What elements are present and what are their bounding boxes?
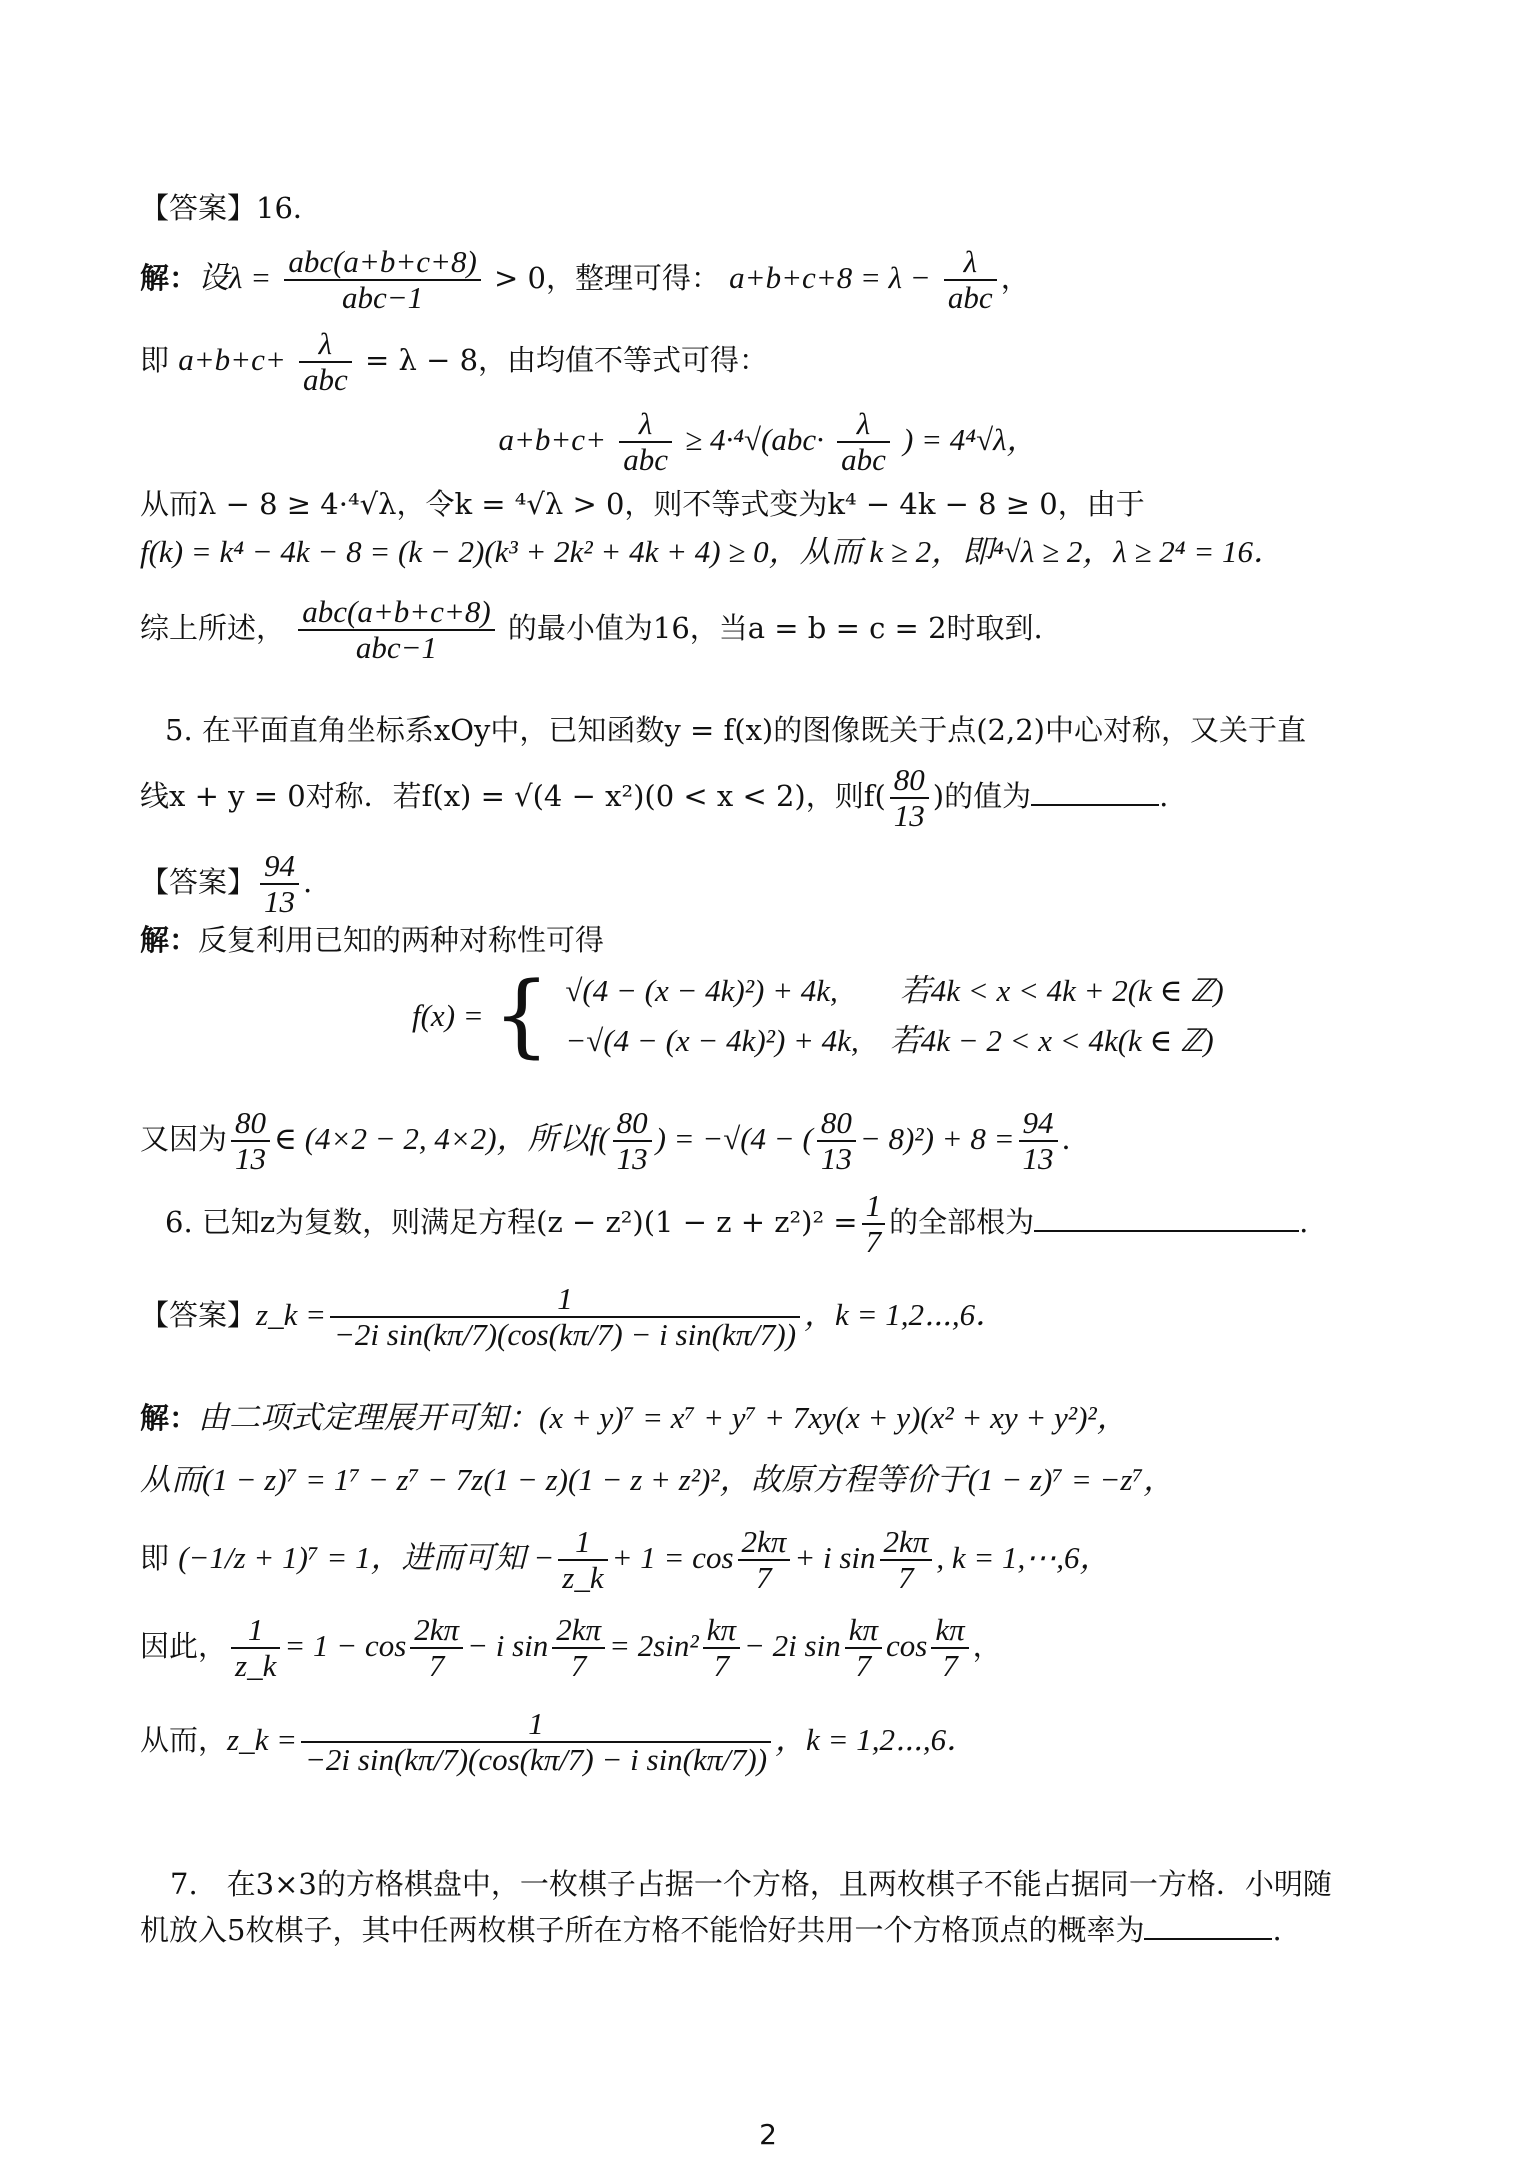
denominator: 13 [820,1141,852,1176]
fraction [410,1613,463,1683]
answer-blank [1034,1226,1299,1232]
fraction [558,1525,607,1595]
denominator: −2i sin(kπ/7)(cos(kπ/7) − i sin(kπ/7)) [334,1317,797,1352]
p4-solution-line-1 [140,238,1396,318]
numerator: 80 [817,1106,856,1142]
denominator: 7 [428,1648,445,1683]
solution-label: 解： [140,261,199,295]
eq-text: + i sin [794,1540,876,1575]
numerator: 94 [260,849,299,885]
text: 的最小值为16，当a = b = c = 2时取到. [507,611,1043,645]
numerator: kπ [845,1613,882,1649]
left-brace: { [492,963,551,1068]
fraction [231,1106,270,1176]
solution-label: 解： [140,923,199,957]
denominator: 7 [898,1560,914,1595]
numerator: 2kπ [880,1525,933,1561]
fraction [299,327,352,397]
text: 机放入5枚棋子，其中任两枚棋子所在方格不能恰好共用一个方格顶点的概率为 [140,1913,1145,1947]
denominator: 7 [756,1560,772,1595]
case-2: −√(4 − (x − 4k)²) + 4k, 若4k − 2 < x < 4k(k ∈ ℤ) [565,1023,1214,1058]
case-1: √(4 − (x − 4k)²) + 4k, 若4k < x < 4k + 2(k ∈ ℤ) [565,973,1224,1008]
p6-solution-line-4 [140,1606,1396,1686]
p7-question-line-2 [140,1910,1396,1950]
fraction [862,1189,886,1259]
answer-label: 【答案】 [140,1298,257,1332]
p5-solution-line-3 [140,1094,1396,1184]
eq-text: ，k = 1,2⋯,6． [775,1722,978,1757]
text: 从而， [140,1723,228,1757]
denominator: 13 [1022,1141,1054,1176]
fraction [880,1525,933,1595]
answer-label: 【答案】 [140,191,257,225]
numerator: 2kπ [738,1525,791,1561]
text: 即 [140,343,170,377]
eq-text: = 1 − cos [284,1628,407,1663]
fraction [552,1613,605,1683]
numerator: 80 [231,1106,270,1142]
p4-display-inequality [0,400,1536,480]
numerator: 80 [890,763,929,799]
answer-label: 【答案】 [140,865,257,899]
fraction [301,1707,771,1777]
text: 反复利用已知的两种对称性可得 [198,923,605,957]
fraction [613,1106,652,1176]
cases [565,966,1223,1066]
eq-text: z_k = [256,1297,327,1332]
denominator: 7 [713,1648,730,1683]
eq-text: 由二项式定理展开可知：(x + y)⁷ = x⁷ + y⁷ + 7xy(x + y)(x² + xy + y²)²， [198,1400,1128,1435]
page-number: 2 [759,2118,777,2151]
answer-value: 16． [256,191,322,225]
text: 又因为 [140,1122,228,1156]
text: 7. 在3×3的方格棋盘中，一枚棋子占据一个方格，且两枚棋子不能占据同一方格．小明随 [170,1867,1332,1901]
text: . [303,865,313,899]
eq-text: + 1 = cos [611,1540,734,1575]
p7-question-line-1 [170,1864,1426,1904]
fraction [330,1282,800,1352]
numerator: kπ [703,1613,740,1649]
text: 6. 已知z为复数，则满足方程(z − z²)(1 − z + z²)² = [165,1205,858,1239]
p6-solution-line-3 [140,1518,1396,1598]
fraction [890,763,929,833]
p6-solution-line-5 [140,1690,1396,1790]
numerator: kπ [931,1613,968,1649]
numerator: λ [619,407,672,443]
denominator: z_k [235,1648,277,1683]
text: ， [1000,261,1030,295]
text: . [1159,779,1169,813]
p4-solution-line-5 [140,532,1396,572]
fraction [845,1613,882,1683]
denominator: 7 [942,1648,958,1683]
denominator: 13 [893,798,925,833]
fraction [284,245,480,315]
text: ， [972,1629,1002,1663]
fraction [837,407,890,477]
eq-text: cos [886,1628,928,1663]
answer-blank [1031,800,1159,806]
solution-label: 解： [140,1401,199,1435]
denominator: abc [947,280,993,315]
denominator: 7 [570,1648,587,1683]
denominator: 7 [865,1224,882,1259]
denominator: abc [623,442,668,477]
eq-text: ∈ (4×2 − 2, 4×2)，所以f( [274,1121,609,1156]
text: 即 [140,1541,170,1575]
eq-text: ) = 4⁴√λ， [903,422,1038,457]
p5-answer-line [140,842,1396,922]
eq-text: ) = −√(4 − ( [655,1121,813,1156]
fraction [260,849,299,919]
numerator: 94 [1019,1106,1058,1142]
eq-text: (−1/z + 1)⁷ = 1，进而可知 − [178,1540,555,1575]
denominator: −2i sin(kπ/7)(cos(kπ/7) − i sin(kπ/7)) [305,1742,768,1777]
eq-text: 从而(1 − z)⁷ = 1⁷ − z⁷ − 7z(1 − z)(1 − z + z²)²，故原方程等价于(1 − z)⁷ = −z⁷， [140,1462,1175,1497]
denominator: 7 [855,1648,872,1683]
denominator: 13 [235,1141,267,1176]
p4-conclusion [140,588,1396,668]
denominator: abc−1 [355,630,438,665]
p5-piecewise [412,963,1312,1068]
p6-solution-line-1 [140,1398,1396,1438]
text: ． [1061,1122,1091,1156]
numerator: 2kπ [410,1613,463,1649]
fraction [931,1613,968,1683]
numerator: 1 [862,1189,886,1225]
p4-solution-line-2 [140,320,1396,400]
answer-blank [1144,1934,1272,1940]
eq-text: z_k = [227,1722,298,1757]
text: = λ − 8，由均值不等式可得： [364,343,769,377]
fraction [944,245,997,315]
eq-text: − 2i sin [744,1628,841,1663]
p6-question [165,1182,1421,1262]
text: 线x + y = 0对称．若f(x) = √(4 − x²)(0 < x < 2)，则f( [140,779,886,813]
text: 因此， [140,1629,228,1663]
numerator: 1 [301,1707,771,1743]
p4-answer-line [140,188,1396,228]
eq-text: ，k = 1,2⋯,6． [804,1297,1007,1332]
text: . [1299,1205,1309,1239]
numerator: 80 [613,1106,652,1142]
denominator: 13 [264,884,296,919]
numerator: 2kπ [552,1613,605,1649]
text: 从而λ − 8 ≥ 4·⁴√λ，令k = ⁴√λ > 0，则不等式变为k⁴ − 4k − 8 ≥ 0，由于 [140,487,1145,521]
fraction [231,1613,280,1683]
text: 综上所述， [140,611,286,645]
text: )的值为 [932,779,1032,813]
denominator: abc−1 [341,280,424,315]
fraction [298,595,494,665]
denominator: abc [841,442,886,477]
eq-text: a+b+c+ [178,342,286,377]
numerator: abc(a+b+c+8) [284,245,480,281]
text: > 0，整理可得： [493,261,720,295]
numerator: 1 [330,1282,800,1318]
eq-text: f(x) = [412,998,484,1033]
eq-text: − 8)²) + 8 = [859,1121,1015,1156]
denominator: 13 [616,1141,648,1176]
numerator: λ [299,327,352,363]
numerator: 1 [558,1525,607,1561]
denominator: z_k [562,1560,604,1595]
eq-text: a+b+c+ [498,422,606,457]
fraction [1019,1106,1058,1176]
fraction [817,1106,856,1176]
eq-text: = 2sin² [609,1628,699,1663]
numerator: 1 [231,1613,280,1649]
numerator: abc(a+b+c+8) [298,595,494,631]
eq-text: 设λ = [198,260,272,295]
eq-text: f(k) = k⁴ − 4k − 8 = (k − 2)(k³ + 2k² + 4k + 4) ≥ 0，从而 k ≥ 2，即⁴√λ ≥ 2，λ ≥ 2⁴ = 16． [140,534,1284,569]
numerator: λ [837,407,890,443]
eq-text: ≥ 4·⁴√(abc· [685,422,824,457]
fraction [703,1613,740,1683]
text: . [1272,1913,1282,1947]
denominator: abc [302,362,348,397]
eq-text: , k = 1,⋯,6， [936,1540,1111,1575]
text: 5. 在平面直角坐标系xOy中，已知函数y = f(x)的图像既关于点(2,2)中心对称，又关于直 [165,713,1306,747]
eq-text: − i sin [467,1628,549,1663]
p5-question-line-2 [140,756,1396,836]
eq-text: a+b+c+8 = λ − [729,260,931,295]
p5-solution-line-1 [140,920,1396,960]
fraction [738,1525,791,1595]
p5-question-line-1 [165,710,1421,750]
text: 的全部根为 [889,1205,1035,1239]
p6-solution-line-2 [140,1460,1396,1500]
fraction [619,407,672,477]
numerator: λ [944,245,997,281]
p4-solution-line-4 [140,484,1396,524]
p6-answer-line [140,1270,1396,1360]
